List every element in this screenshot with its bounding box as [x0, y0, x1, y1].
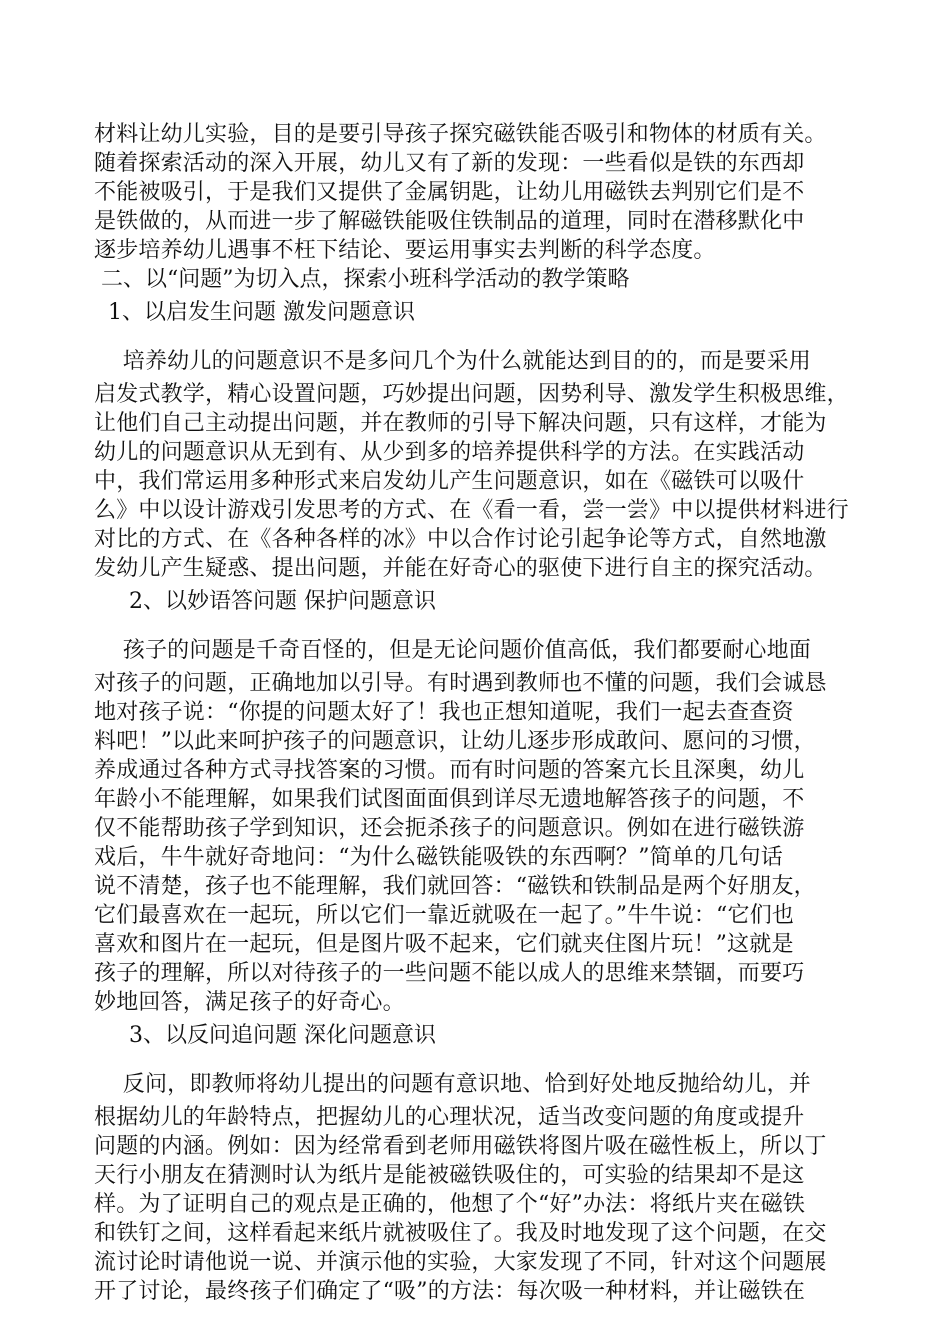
text-line: 妙地回答，满足孩子的好奇心。: [94, 990, 405, 1015]
text-line: 样。为了证明自己的观点是正确的，他想了个“好”办法：将纸片夹在磁铁: [94, 1192, 806, 1217]
text-line: 戏后，牛牛就好奇地问：“为什么磁铁能吸铁的东西啊？”简单的几句话: [94, 845, 783, 870]
section-heading: 二、以“问题”为切入点，探索小班科学活动的教学策略: [94, 267, 630, 292]
text-line: 对孩子的问题，正确地加以引导。有时遇到教师也不懂的问题，我们会诚恳: [94, 671, 827, 696]
text-line: 料吧！”以此来呵护孩子的问题意识，让幼儿逐步形成敢问、愿问的习惯，: [94, 729, 816, 754]
text-line: 开了讨论，最终孩子们确定了“吸”的方法：每次吸一种材料，并让磁铁在: [94, 1279, 806, 1304]
text-line: 逐步培养幼儿遇事不枉下结论、要运用事实去判断的科学态度。: [94, 238, 716, 263]
text-line: 中，我们常运用多种形式来启发幼儿产生问题意识，如在《磁铁可以吸什: [94, 469, 805, 494]
paragraph-1: [94, 347, 866, 583]
text-line: 对比的方式、在《各种各样的冰》中以合作讨论引起争论等方式，自然地激: [94, 527, 827, 552]
subheading-3: 3、以反问追问题 深化问题意识: [94, 1023, 436, 1048]
text-line: 培养幼儿的问题意识不是多问几个为什么就能达到目的的，而是要采用: [94, 349, 811, 374]
paragraph-intro: [94, 120, 866, 265]
text-line: 孩子的理解，所以对待孩子的一些问题不能以成人的思维来禁锢，而要巧: [94, 961, 805, 986]
paragraph-3: [94, 1070, 866, 1306]
text-line: 让他们自己主动提出问题，并在教师的引导下解决问题，只有这样，才能为: [94, 411, 827, 436]
text-line: 流讨论时请他说一说、并演示他的实验，大家发现了不同，针对这个问题展: [94, 1250, 827, 1275]
text-line: 说不清楚，孩子也不能理解，我们就回答：“磁铁和铁制品是两个好朋友，: [94, 874, 816, 899]
text-line: 喜欢和图片在一起玩，但是图片吸不起来，它们就夹住图片玩！”这就是: [94, 932, 794, 957]
text-line: 问题的内涵。例如：因为经常看到老师用磁铁将图片吸在磁性板上，所以丁: [94, 1134, 827, 1159]
text-line: 它们最喜欢在一起玩，所以它们一靠近就吸在一起了。”牛牛说：“它们也: [94, 903, 795, 928]
text-line: 和铁钉之间，这样看起来纸片就被吸住了。我及时地发现了这个问题，在交: [94, 1221, 827, 1246]
text-line: 孩子的问题是千奇百怪的，但是无论问题价值高低，我们都要耐心地面: [94, 638, 811, 663]
text-line: 地对孩子说：“你提的问题太好了！我也正想知道呢，我们一起去查查资: [94, 700, 794, 725]
text-line: 是铁做的，从而进一步了解磁铁能吸住铁制品的道理，同时在潜移默化中: [94, 209, 805, 234]
text-line: 年龄小不能理解，如果我们试图面面俱到详尽无遗地解答孩子的问题，不: [94, 787, 805, 812]
text-line: 不能被吸引，于是我们又提供了金属钥匙，让幼儿用磁铁去判别它们是不: [94, 180, 805, 205]
text-line: 材料让幼儿实验，目的是要引导孩子探究磁铁能否吸引和物体的材质有关。: [94, 122, 827, 147]
text-line: 仅不能帮助孩子学到知识，还会扼杀孩子的问题意识。例如在进行磁铁游: [94, 816, 805, 841]
subheading-1: 1、以启发生问题 激发问题意识: [94, 300, 415, 325]
document-page: [94, 120, 866, 1306]
text-line: 发幼儿产生疑惑、提出问题，并能在好奇心的驱使下进行自主的探究活动。: [94, 556, 827, 581]
text-line: 随着探索活动的深入开展，幼儿又有了新的发现：一些看似是铁的东西却: [94, 151, 805, 176]
text-line: 幼儿的问题意识从无到有、从少到多的培养提供科学的方法。在实践活动: [94, 440, 805, 465]
text-line: 养成通过各种方式寻找答案的习惯。而有时问题的答案亢长且深奥，幼儿: [94, 758, 805, 783]
text-line: 反问，即教师将幼儿提出的问题有意识地、恰到好处地反抛给幼儿，并: [94, 1072, 811, 1097]
text-line: 根据幼儿的年龄特点，把握幼儿的心理状况，适当改变问题的角度或提升: [94, 1105, 805, 1130]
paragraph-2: [94, 636, 866, 1017]
text-line: 么》中以设计游戏引发思考的方式、在《看一看，尝一尝》中以提供材料进行: [94, 498, 849, 523]
subheading-2: 2、以妙语答问题 保护问题意识: [94, 589, 436, 614]
text-line: 天行小朋友在猜测时认为纸片是能被磁铁吸住的，可实验的结果却不是这: [94, 1163, 805, 1188]
text-line: 启发式教学，精心设置问题，巧妙提出问题，因势利导、激发学生积极思维，: [94, 382, 849, 407]
